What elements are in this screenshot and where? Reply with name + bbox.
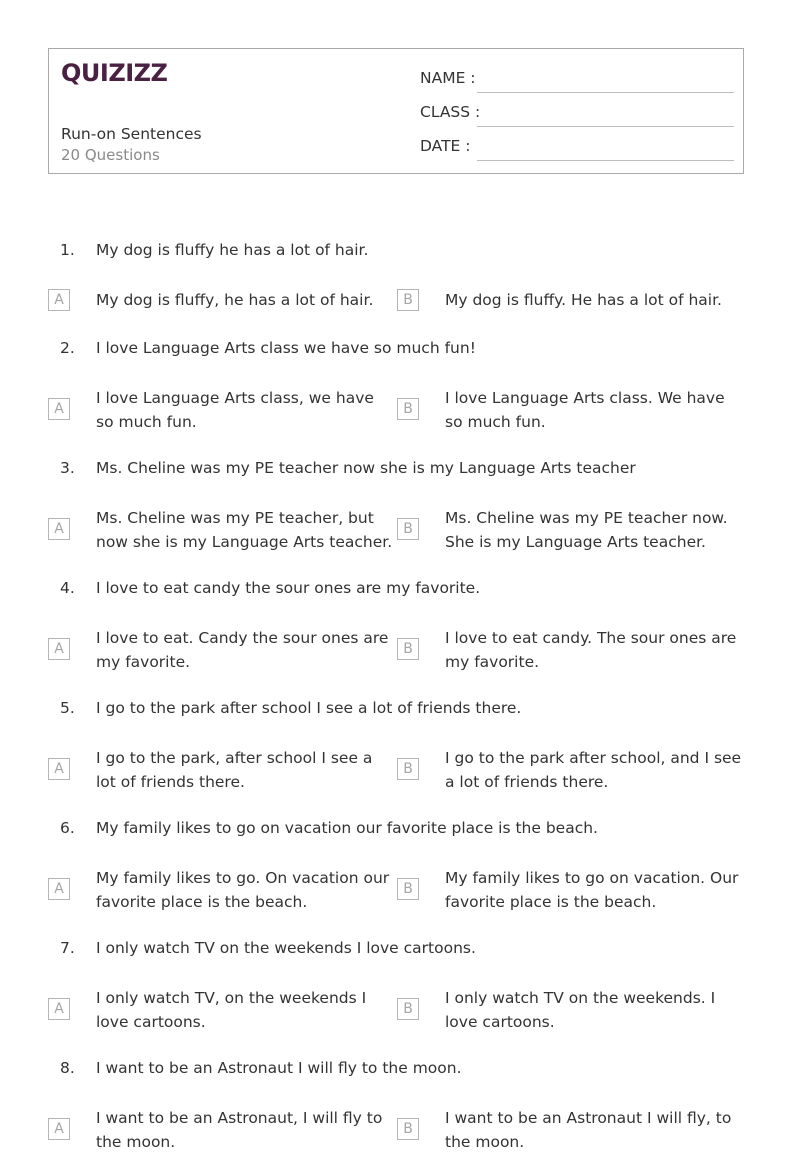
option-b-box[interactable]: B — [397, 1118, 419, 1140]
option-b-text: Ms. Cheline was my PE teacher now. She is my Language Arts teacher. — [445, 509, 728, 551]
option-a-box[interactable]: A — [48, 398, 70, 420]
question-number: 7. — [60, 939, 75, 957]
option-b-box[interactable]: B — [397, 398, 419, 420]
date-line[interactable] — [477, 160, 734, 161]
option-b-box[interactable]: B — [397, 878, 419, 900]
option-a-text: My dog is fluffy, he has a lot of hair. — [96, 291, 374, 309]
name-field — [420, 69, 734, 91]
question-number: 4. — [60, 579, 75, 597]
option-b-text: I love to eat candy. The sour ones are my favorite. — [445, 629, 737, 671]
option-b-text: I love Language Arts class. We have so much fun. — [445, 389, 725, 431]
option-a-box[interactable]: A — [48, 998, 70, 1020]
question-text: My family likes to go on vacation our favorite place is the beach. — [96, 819, 598, 837]
question-text: I love Language Arts class we have so much fun! — [96, 339, 476, 357]
name-label: NAME : — [420, 69, 476, 87]
option-b-text: I want to be an Astronaut I will fly, to the moon. — [445, 1109, 732, 1151]
date-field — [420, 137, 734, 159]
option-a-box[interactable]: A — [48, 1118, 70, 1140]
question-text: I want to be an Astronaut I will fly to the moon. — [96, 1059, 462, 1077]
option-a-box[interactable]: A — [48, 758, 70, 780]
date-label: DATE : — [420, 137, 471, 155]
question-number: 3. — [60, 459, 75, 477]
option-b-box[interactable]: B — [397, 758, 419, 780]
question-text: Ms. Cheline was my PE teacher now she is my Language Arts teacher — [96, 459, 636, 477]
option-a-text: I go to the park, after school I see a lot of friends there. — [96, 749, 373, 791]
option-a-text: I only watch TV, on the weekends I love cartoons. — [96, 989, 367, 1031]
quizizz-logo: QUIZIZZ — [61, 59, 168, 87]
question-count: 20 Questions — [61, 146, 160, 164]
question-text: I love to eat candy the sour ones are my favorite. — [96, 579, 481, 597]
worksheet-title: Run-on Sentences — [61, 125, 202, 143]
option-a-text: I love to eat. Candy the sour ones are my favorite. — [96, 629, 389, 671]
question-number: 6. — [60, 819, 75, 837]
question-number: 8. — [60, 1059, 75, 1077]
option-b-box[interactable]: B — [397, 998, 419, 1020]
name-line[interactable] — [477, 92, 734, 93]
option-b-text: I only watch TV on the weekends. I love cartoons. — [445, 989, 716, 1031]
question-text: My dog is fluffy he has a lot of hair. — [96, 241, 369, 259]
option-a-box[interactable]: A — [48, 289, 70, 311]
option-a-box[interactable]: A — [48, 878, 70, 900]
class-field — [420, 103, 734, 125]
question-number: 2. — [60, 339, 75, 357]
option-a-box[interactable]: A — [48, 518, 70, 540]
class-line[interactable] — [477, 126, 734, 127]
option-b-box[interactable]: B — [397, 289, 419, 311]
class-label: CLASS : — [420, 103, 481, 121]
option-b-text: My family likes to go on vacation. Our favorite place is the beach. — [445, 869, 739, 911]
option-b-text: My dog is fluffy. He has a lot of hair. — [445, 291, 722, 309]
question-number: 5. — [60, 699, 75, 717]
option-a-text: I love Language Arts class, we have so much fun. — [96, 389, 374, 431]
question-text: I go to the park after school I see a lot of friends there. — [96, 699, 522, 717]
option-a-box[interactable]: A — [48, 638, 70, 660]
option-a-text: I want to be an Astronaut, I will fly to the moon. — [96, 1109, 383, 1151]
question-number: 1. — [60, 241, 75, 259]
worksheet-header — [48, 48, 744, 174]
option-b-box[interactable]: B — [397, 518, 419, 540]
option-b-box[interactable]: B — [397, 638, 419, 660]
option-b-text: I go to the park after school, and I see a lot of friends there. — [445, 749, 742, 791]
question-text: I only watch TV on the weekends I love cartoons. — [96, 939, 476, 957]
option-a-text: My family likes to go. On vacation our favorite place is the beach. — [96, 869, 390, 911]
option-a-text: Ms. Cheline was my PE teacher, but now she is my Language Arts teacher. — [96, 509, 393, 551]
